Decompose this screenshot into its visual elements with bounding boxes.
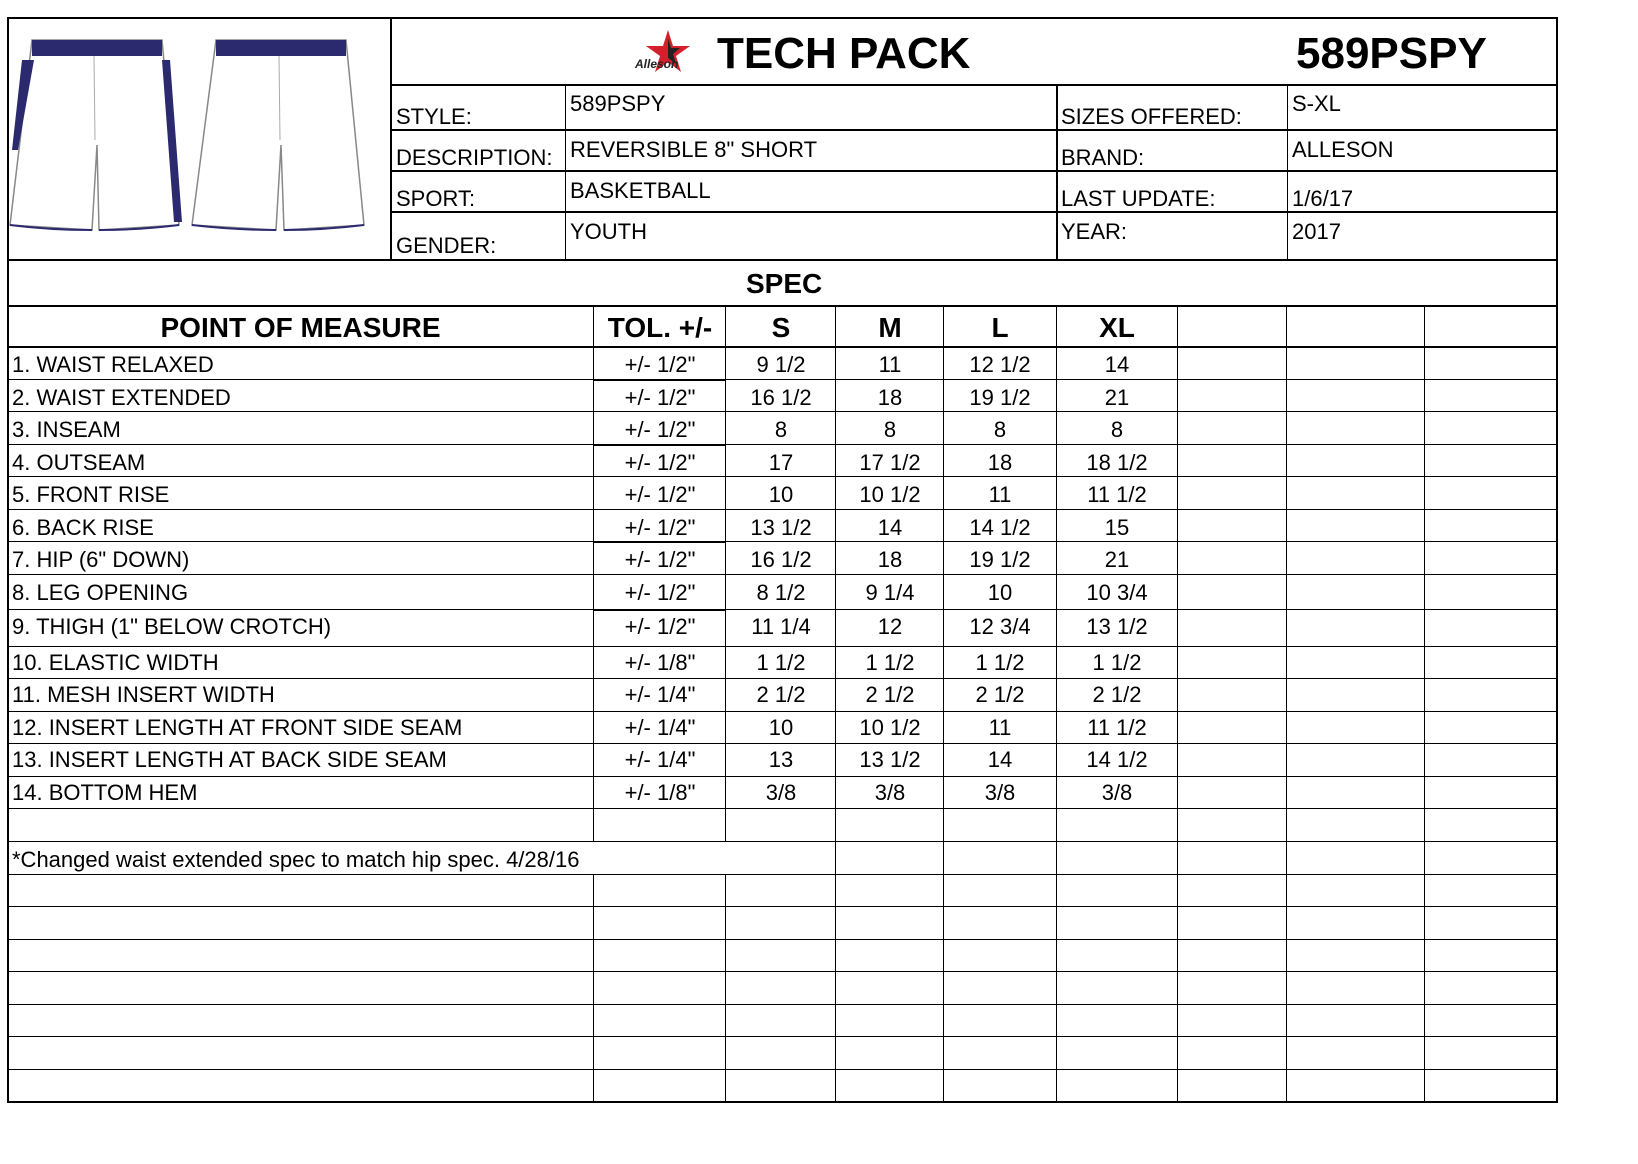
grid-line xyxy=(7,906,1556,907)
spec-cell-s: 10 xyxy=(768,715,794,740)
spec-cell-m: 9 1/4 xyxy=(865,580,915,605)
grid-line xyxy=(593,874,594,1101)
grid-line xyxy=(565,84,566,260)
spec-cell-tol: +/- 1/8" xyxy=(624,780,696,805)
spec-cell-m: 18 xyxy=(877,385,903,410)
spec-cell-tol: +/- 1/2" xyxy=(624,515,696,540)
page-title: TECH PACK xyxy=(717,29,971,78)
spec-cell-tol: +/- 1/2" xyxy=(624,547,696,572)
grid-line xyxy=(1286,841,1287,874)
spec-cell-l: 14 1/2 xyxy=(969,515,1031,540)
spec-cell-m: 14 xyxy=(877,515,903,540)
spec-cell-pom: 11. MESH INSERT WIDTH xyxy=(12,682,275,707)
brand-label: BRAND: xyxy=(1061,145,1145,170)
spec-cell-xl: 14 xyxy=(1104,352,1130,377)
spec-cell-xl: 2 1/2 xyxy=(1092,682,1142,707)
spec-cell-s: 11 1/4 xyxy=(751,614,811,639)
spec-cell-m: 8 xyxy=(883,417,897,442)
spec-cell-xl: 10 3/4 xyxy=(1086,580,1148,605)
spec-cell-s: 13 xyxy=(768,747,794,772)
spec-cell-m: 18 xyxy=(877,547,903,572)
grid-line xyxy=(835,874,836,1101)
grid-line xyxy=(7,476,1556,477)
spec-cell-s: 8 1/2 xyxy=(756,580,806,605)
spec-cell-l: 14 xyxy=(987,747,1013,772)
spec-cell-xl: 11 1/2 xyxy=(1087,715,1147,740)
spec-cell-m: 17 1/2 xyxy=(859,450,921,475)
grid-line xyxy=(593,305,594,841)
grid-line xyxy=(7,509,1556,510)
grid-line xyxy=(1556,17,1558,1103)
grid-line xyxy=(7,609,1556,610)
spec-cell-tol: +/- 1/2" xyxy=(624,614,696,639)
spec-cell-pom: 9. THIGH (1" BELOW CROTCH) xyxy=(12,614,332,639)
grid-line xyxy=(7,259,1556,261)
spec-cell-xl: 18 1/2 xyxy=(1086,450,1148,475)
spec-cell-pom: 8. LEG OPENING xyxy=(12,580,189,605)
spec-cell-xl: 3/8 xyxy=(1101,780,1133,805)
grid-line xyxy=(7,646,1556,647)
spec-cell-l: 1 1/2 xyxy=(975,650,1025,675)
spec-title: SPEC xyxy=(746,268,823,299)
spec-cell-l: 11 xyxy=(988,482,1012,507)
spec-cell-tol: +/- 1/2" xyxy=(624,385,696,410)
spec-cell-l: 2 1/2 xyxy=(975,682,1025,707)
spec-cell-xl: 8 xyxy=(1110,417,1124,442)
grid-line xyxy=(835,305,836,841)
spec-cell-tol: +/- 1/2" xyxy=(624,352,696,377)
spec-cell-tol: +/- 1/2" xyxy=(624,450,696,475)
spec-cell-tol: +/- 1/8" xyxy=(624,650,696,675)
grid-line xyxy=(1287,84,1288,260)
spec-cell-xl: 21 xyxy=(1104,385,1130,410)
spec-cell-l: 18 xyxy=(987,450,1013,475)
grid-line xyxy=(7,411,1556,412)
grid-line xyxy=(7,379,1556,380)
column-header-size-xl: XL xyxy=(1099,312,1135,343)
shorts-illustration xyxy=(4,30,389,245)
style-value: 589PSPY xyxy=(570,91,666,116)
spec-cell-xl: 14 1/2 xyxy=(1086,747,1148,772)
gender-label: GENDER: xyxy=(396,233,497,258)
spec-cell-l: 19 1/2 xyxy=(969,385,1031,410)
year-value: 2017 xyxy=(1292,219,1341,244)
grid-line xyxy=(1286,305,1287,841)
grid-line xyxy=(7,17,1556,19)
spec-cell-xl: 15 xyxy=(1104,515,1130,540)
grid-line xyxy=(7,1101,1556,1103)
spec-cell-pom: 2. WAIST EXTENDED xyxy=(12,385,231,410)
spec-cell-xl: 1 1/2 xyxy=(1092,650,1142,675)
grid-line xyxy=(1177,841,1178,874)
grid-line xyxy=(943,841,944,874)
column-header-size-l: L xyxy=(991,312,1009,343)
grid-line xyxy=(593,379,726,381)
spec-cell-s: 10 xyxy=(768,482,794,507)
grid-line xyxy=(7,305,1556,307)
spec-cell-s: 8 xyxy=(774,417,788,442)
spec-cell-s: 13 1/2 xyxy=(750,515,812,540)
spec-cell-m: 3/8 xyxy=(874,780,906,805)
spec-cell-l: 3/8 xyxy=(984,780,1016,805)
spec-note: *Changed waist extended spec to match hip spec. 4/28/16 xyxy=(12,847,580,872)
grid-line xyxy=(7,1036,1556,1037)
grid-line xyxy=(943,305,944,841)
grid-line xyxy=(1424,841,1425,874)
grid-line xyxy=(1424,305,1425,841)
spec-cell-pom: 4. OUTSEAM xyxy=(12,450,146,475)
spec-cell-m: 12 xyxy=(877,614,903,639)
spec-cell-m: 2 1/2 xyxy=(865,682,915,707)
style-label: STYLE: xyxy=(396,104,472,129)
grid-line xyxy=(593,444,726,446)
spec-cell-tol: +/- 1/2" xyxy=(624,482,696,507)
sport-label: SPORT: xyxy=(396,186,476,211)
spec-cell-m: 11 xyxy=(878,352,902,377)
grid-line xyxy=(7,678,1556,679)
spec-cell-pom: 13. INSERT LENGTH AT BACK SIDE SEAM xyxy=(12,747,447,772)
grid-line xyxy=(7,841,1556,842)
grid-line xyxy=(7,1069,1556,1070)
spec-cell-pom: 3. INSEAM xyxy=(12,417,121,442)
grid-line xyxy=(7,874,1556,875)
spec-cell-s: 16 1/2 xyxy=(750,385,812,410)
grid-line xyxy=(7,17,9,1103)
grid-line xyxy=(7,776,1556,777)
grid-line xyxy=(835,841,836,874)
spec-cell-pom: 1. WAIST RELAXED xyxy=(12,352,214,377)
spec-cell-xl: 11 1/2 xyxy=(1087,482,1147,507)
spec-cell-s: 9 1/2 xyxy=(756,352,806,377)
grid-line xyxy=(7,1004,1556,1005)
spec-cell-tol: +/- 1/4" xyxy=(624,682,696,707)
grid-line xyxy=(7,574,1556,575)
spec-cell-tol: +/- 1/2" xyxy=(624,580,696,605)
grid-line xyxy=(1177,874,1178,1101)
front-short-drawing xyxy=(10,40,182,230)
sport-value: BASKETBALL xyxy=(570,178,711,203)
grid-line xyxy=(1056,874,1057,1101)
brand-logo xyxy=(632,28,696,74)
grid-line xyxy=(7,444,1556,445)
grid-line xyxy=(7,808,1556,809)
spec-cell-xl: 13 1/2 xyxy=(1086,614,1148,639)
grid-line xyxy=(1056,305,1057,841)
spec-cell-l: 11 xyxy=(988,715,1012,740)
spec-cell-l: 12 1/2 xyxy=(969,352,1031,377)
grid-line xyxy=(7,743,1556,744)
spec-cell-m: 13 1/2 xyxy=(859,747,921,772)
sizes-offered-label: SIZES OFFERED: xyxy=(1061,104,1242,129)
grid-line xyxy=(390,17,392,260)
spec-cell-pom: 14. BOTTOM HEM xyxy=(12,780,198,805)
grid-line xyxy=(725,305,726,841)
spec-cell-l: 19 1/2 xyxy=(969,547,1031,572)
grid-line xyxy=(725,874,726,1101)
grid-line xyxy=(7,346,1556,348)
spec-cell-s: 3/8 xyxy=(765,780,797,805)
spec-cell-s: 1 1/2 xyxy=(756,650,806,675)
spec-cell-l: 8 xyxy=(993,417,1007,442)
grid-line xyxy=(1286,874,1287,1101)
spec-cell-tol: +/- 1/4" xyxy=(624,747,696,772)
spec-cell-pom: 6. BACK RISE xyxy=(12,515,154,540)
column-header-size-s: S xyxy=(771,312,791,343)
grid-line xyxy=(7,939,1556,940)
spec-cell-tol: +/- 1/2" xyxy=(624,417,696,442)
brand-logo-text: Alleson xyxy=(635,57,679,71)
spec-cell-m: 10 1/2 xyxy=(859,715,921,740)
back-short-drawing xyxy=(192,40,364,230)
column-header-size-m: M xyxy=(878,312,902,343)
last-update-value: 1/6/17 xyxy=(1292,186,1354,211)
last-update-label: LAST UPDATE: xyxy=(1061,186,1216,211)
spec-cell-pom: 12. INSERT LENGTH AT FRONT SIDE SEAM xyxy=(12,715,463,740)
grid-line xyxy=(7,541,1556,542)
spec-cell-pom: 5. FRONT RISE xyxy=(12,482,170,507)
sizes-offered-value: S-XL xyxy=(1292,91,1341,116)
spec-cell-s: 16 1/2 xyxy=(750,547,812,572)
grid-line xyxy=(593,609,726,611)
column-header-tolerance: TOL. +/- xyxy=(607,312,713,343)
style-number-heading: 589PSPY xyxy=(1296,29,1487,78)
brand-value: ALLESON xyxy=(1292,137,1394,162)
spec-cell-m: 1 1/2 xyxy=(865,650,915,675)
grid-line xyxy=(593,541,726,543)
gender-value: YOUTH xyxy=(570,219,647,244)
grid-line xyxy=(1056,841,1057,874)
column-header-point-of-measure: POINT OF MEASURE xyxy=(160,312,441,343)
spec-cell-m: 10 1/2 xyxy=(859,482,921,507)
spec-cell-tol: +/- 1/4" xyxy=(624,715,696,740)
description-value: REVERSIBLE 8" SHORT xyxy=(570,137,818,162)
spec-cell-xl: 21 xyxy=(1104,547,1130,572)
grid-line xyxy=(1177,305,1178,841)
grid-line xyxy=(1056,84,1058,260)
spec-cell-l: 10 xyxy=(987,580,1013,605)
spec-cell-pom: 10. ELASTIC WIDTH xyxy=(12,650,219,675)
description-label: DESCRIPTION: xyxy=(396,145,553,170)
spec-cell-pom: 7. HIP (6" DOWN) xyxy=(12,547,190,572)
grid-line xyxy=(943,874,944,1101)
year-label: YEAR: xyxy=(1061,219,1128,244)
spec-cell-l: 12 3/4 xyxy=(969,614,1031,639)
grid-line xyxy=(7,711,1556,712)
spec-cell-s: 2 1/2 xyxy=(756,682,806,707)
grid-line xyxy=(1424,874,1425,1101)
grid-line xyxy=(7,971,1556,972)
spec-cell-s: 17 xyxy=(768,450,794,475)
